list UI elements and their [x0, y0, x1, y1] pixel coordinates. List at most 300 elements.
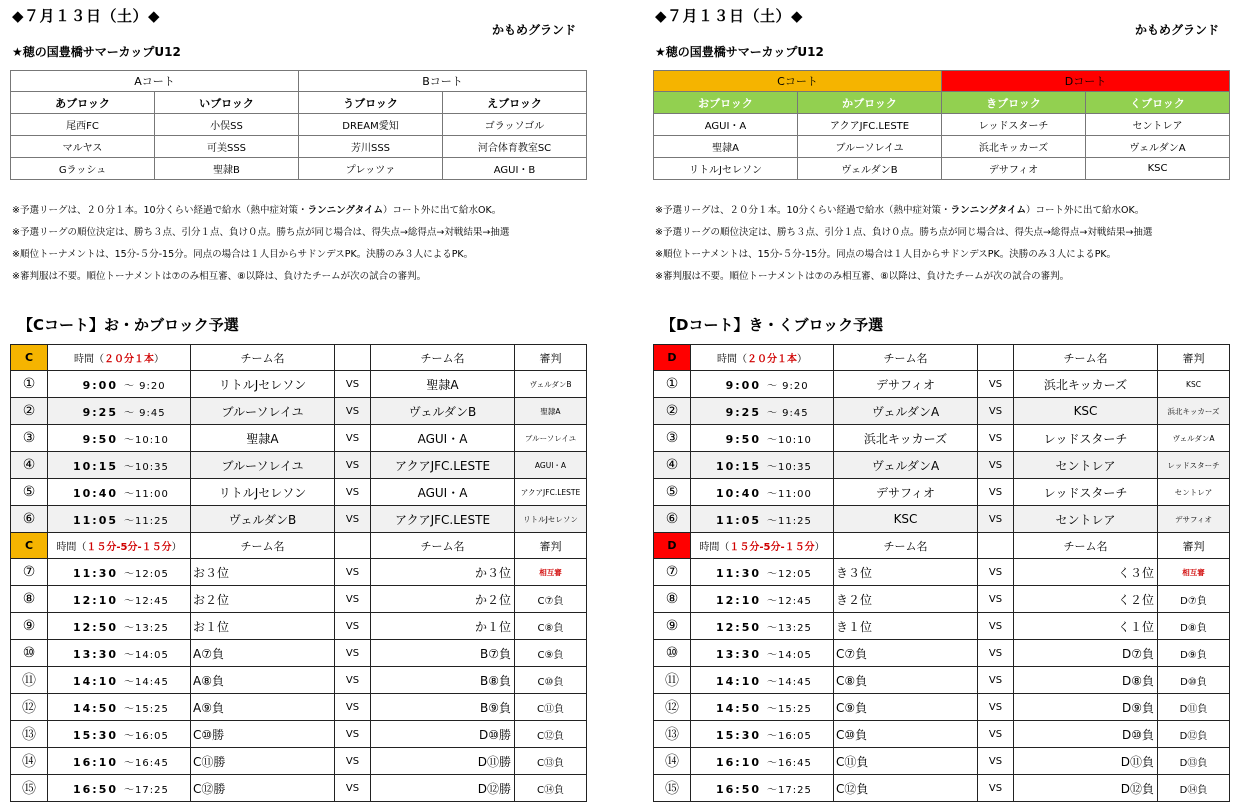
match-end: ～10:10 [124, 434, 169, 446]
tournament-row [11, 748, 587, 775]
match-number: ⑭ [11, 748, 48, 775]
match-number: ⑮ [11, 775, 48, 802]
away-team: レッドスターチ [1014, 479, 1158, 506]
match-end: ～10:10 [767, 434, 812, 446]
home-team: A⑧負 [191, 667, 335, 694]
vs-label: VS [978, 667, 1014, 694]
match-start: 10:15 [715, 459, 761, 473]
away-team: D⑧負 [1014, 667, 1158, 694]
schedule-table [653, 344, 1230, 802]
rule-note-text: ※予選リーグの順位決定は、勝ち３点、引分１点、負け０点。勝ち点が同じ場合は、得失点→総得点→対戦結果→抽選 [655, 227, 1153, 238]
court-header-row [654, 71, 1230, 92]
away-team: か２位 [371, 586, 515, 613]
match-number: ⑩ [11, 640, 48, 667]
match-time [48, 398, 191, 425]
team-header: チーム名 [1014, 345, 1158, 371]
match-end: ～13:25 [124, 622, 169, 634]
rules-notes [655, 204, 1229, 292]
block-header: おブロック [654, 92, 798, 114]
match-end: ～15:25 [767, 703, 812, 715]
court-header-row [11, 71, 587, 92]
home-team: き２位 [834, 586, 978, 613]
rule-note [12, 248, 586, 270]
referee: C⑪負 [515, 694, 587, 721]
vs-label: VS [978, 775, 1014, 802]
tournament-row [11, 613, 587, 640]
match-end: ～10:35 [124, 461, 169, 473]
home-team: C⑪負 [834, 748, 978, 775]
match-time [691, 506, 834, 533]
match-end: ～11:25 [124, 515, 169, 527]
rule-note [12, 204, 586, 226]
tournament-row [654, 640, 1230, 667]
time-header-label: 時間（ [717, 354, 747, 365]
match-number: ⑨ [654, 613, 691, 640]
home-team: C⑦負 [834, 640, 978, 667]
rule-note-text: ※審判服は不要。順位トーナメントは⑦のみ相互審、⑧以降は、負けたチームが次の試合の審判。 [12, 271, 427, 282]
match-number: ⑩ [654, 640, 691, 667]
match-end: ～13:25 [767, 622, 812, 634]
time-header-close: ） [797, 354, 807, 365]
match-row [654, 506, 1230, 533]
match-start: 14:10 [715, 674, 761, 688]
team-header: チーム名 [1014, 533, 1158, 559]
away-team: く１位 [1014, 613, 1158, 640]
match-start: 9:25 [725, 405, 761, 419]
time-header-duration: １５分-5分-１５分 [729, 542, 815, 553]
team-header: チーム名 [191, 533, 335, 559]
block-header: いブロック [155, 92, 299, 114]
referee-header: 審判 [515, 533, 587, 559]
match-time [691, 775, 834, 802]
tournament-row [654, 775, 1230, 802]
home-team: お３位 [191, 559, 335, 586]
referee: デサフィオ [1158, 506, 1230, 533]
left-sheet [10, 0, 586, 807]
referee: D⑬負 [1158, 748, 1230, 775]
match-number: ② [11, 398, 48, 425]
match-time [691, 452, 834, 479]
rule-note [655, 204, 1229, 226]
match-start: 12:10 [72, 593, 118, 607]
match-start: 9:00 [725, 378, 761, 392]
referee: リトルJセレソン [515, 506, 587, 533]
away-team: セントレア [1014, 506, 1158, 533]
time-header [691, 533, 834, 559]
referee: 聖隷A [515, 398, 587, 425]
home-team: ヴェルダンA [834, 452, 978, 479]
team-header: チーム名 [191, 345, 335, 371]
tournament-row [654, 613, 1230, 640]
match-time [48, 479, 191, 506]
tournament-row [654, 559, 1230, 586]
home-team: お２位 [191, 586, 335, 613]
vs-label: VS [978, 506, 1014, 533]
match-end: ～ 9:45 [767, 407, 809, 419]
match-row [654, 479, 1230, 506]
section-title: 【Dコート】き・くブロック予選 [661, 316, 884, 334]
block-header: うブロック [299, 92, 443, 114]
vs-label: VS [978, 559, 1014, 586]
match-time [691, 667, 834, 694]
court-header: Cコート [654, 71, 942, 92]
time-header [48, 345, 191, 371]
match-number: ⑮ [654, 775, 691, 802]
match-start: 10:40 [72, 486, 118, 500]
vs-label: VS [335, 640, 371, 667]
match-number: ① [11, 371, 48, 398]
team-row [11, 136, 587, 158]
home-team: A⑨負 [191, 694, 335, 721]
match-end: ～ 9:20 [124, 380, 166, 392]
team-cell: 河合体育教室SC [443, 136, 587, 158]
away-team: D⑪勝 [371, 748, 515, 775]
block-header-row [11, 92, 587, 114]
referee: D⑨負 [1158, 640, 1230, 667]
referee: C⑬負 [515, 748, 587, 775]
tournament-row [654, 586, 1230, 613]
tournament-row [11, 667, 587, 694]
rule-note-emphasis: ランニングタイム [307, 205, 383, 216]
team-row [654, 136, 1230, 158]
home-team: デサフィオ [834, 479, 978, 506]
match-number: ⑧ [654, 586, 691, 613]
time-header-close: ） [171, 542, 182, 553]
block-header: くブロック [1086, 92, 1230, 114]
home-team: リトルJセレソン [191, 479, 335, 506]
referee: C⑧負 [515, 613, 587, 640]
match-end: ～15:25 [124, 703, 169, 715]
match-start: 9:25 [82, 405, 118, 419]
court-header: Aコート [11, 71, 299, 92]
away-team: く３位 [1014, 559, 1158, 586]
match-time [48, 506, 191, 533]
match-time [691, 586, 834, 613]
block-header: きブロック [942, 92, 1086, 114]
match-end: ～ 9:45 [124, 407, 166, 419]
vs-label: VS [978, 371, 1014, 398]
tournament-row [654, 667, 1230, 694]
rule-note-text: ※予選リーグは、２０分１本。10分くらい経過で給水（熱中症対策・ [12, 205, 308, 216]
match-start: 12:10 [715, 593, 761, 607]
match-end: ～16:05 [767, 730, 812, 742]
match-start: 10:40 [715, 486, 761, 500]
home-team: C⑫勝 [191, 775, 335, 802]
match-number: ⑪ [654, 667, 691, 694]
match-number: ④ [654, 452, 691, 479]
match-time [691, 748, 834, 775]
match-row [654, 425, 1230, 452]
court-letter: D [654, 533, 691, 559]
match-row [654, 371, 1230, 398]
home-team: ヴェルダンB [191, 506, 335, 533]
home-team: KSC [834, 506, 978, 533]
match-number: ⑫ [11, 694, 48, 721]
match-time [691, 694, 834, 721]
home-team: デサフィオ [834, 371, 978, 398]
block-header-row [654, 92, 1230, 114]
match-time [691, 479, 834, 506]
referee: D⑦負 [1158, 586, 1230, 613]
referee: 相互審 [1158, 559, 1230, 586]
away-team: ヴェルダンB [371, 398, 515, 425]
home-team: リトルJセレソン [191, 371, 335, 398]
match-start: 16:50 [72, 782, 118, 796]
match-start: 13:30 [715, 647, 761, 661]
match-start: 9:50 [725, 432, 761, 446]
away-team: D⑫負 [1014, 775, 1158, 802]
match-end: ～16:45 [124, 757, 169, 769]
away-team: D⑩勝 [371, 721, 515, 748]
match-start: 15:30 [715, 728, 761, 742]
team-header: チーム名 [834, 345, 978, 371]
referee: C⑦負 [515, 586, 587, 613]
home-team: 聖隷A [191, 425, 335, 452]
vs-label: VS [978, 452, 1014, 479]
rule-note [12, 270, 586, 292]
team-cell: KSC [1086, 158, 1230, 180]
away-team: KSC [1014, 398, 1158, 425]
home-team: C⑩勝 [191, 721, 335, 748]
court-letter: C [11, 533, 48, 559]
team-cell: 芳川SSS [299, 136, 443, 158]
time-header-close: ） [814, 542, 825, 553]
away-team: セントレア [1014, 452, 1158, 479]
match-time [691, 640, 834, 667]
match-number: ⑪ [11, 667, 48, 694]
time-header-duration: ２０分１本 [104, 354, 154, 365]
tournament-row [654, 721, 1230, 748]
match-time [691, 559, 834, 586]
match-end: ～11:25 [767, 515, 812, 527]
vs-label: VS [335, 694, 371, 721]
right-sheet [653, 0, 1229, 807]
away-team: D⑪負 [1014, 748, 1158, 775]
match-number: ③ [654, 425, 691, 452]
vs-label: VS [978, 586, 1014, 613]
schedule-header-row [654, 533, 1230, 559]
match-row [654, 398, 1230, 425]
vs-label: VS [978, 479, 1014, 506]
vs-label: VS [335, 452, 371, 479]
away-team: か３位 [371, 559, 515, 586]
home-team: C⑧負 [834, 667, 978, 694]
team-cell: 尾西FC [11, 114, 155, 136]
match-number: ⑥ [654, 506, 691, 533]
referee: アクアJFC.LESTE [515, 479, 587, 506]
away-team: レッドスターチ [1014, 425, 1158, 452]
match-start: 14:50 [715, 701, 761, 715]
team-cell: プレッツァ [299, 158, 443, 180]
away-team: く２位 [1014, 586, 1158, 613]
block-table [653, 70, 1230, 180]
vs-label: VS [335, 775, 371, 802]
away-team: B⑨負 [371, 694, 515, 721]
match-start: 11:05 [715, 513, 761, 527]
home-team: C⑩負 [834, 721, 978, 748]
team-cell: 小俣SS [155, 114, 299, 136]
referee: D⑧負 [1158, 613, 1230, 640]
away-team: アクアJFC.LESTE [371, 506, 515, 533]
team-cell: デサフィオ [942, 158, 1086, 180]
team-row [654, 158, 1230, 180]
referee: セントレア [1158, 479, 1230, 506]
match-end: ～11:00 [124, 488, 169, 500]
match-end: ～16:45 [767, 757, 812, 769]
referee: ヴェルダンB [515, 371, 587, 398]
schedule-header-row [11, 533, 587, 559]
match-number: ④ [11, 452, 48, 479]
block-header: あブロック [11, 92, 155, 114]
match-start: 10:15 [72, 459, 118, 473]
match-row [11, 425, 587, 452]
match-end: ～14:45 [767, 676, 812, 688]
referee: ブルーソレイユ [515, 425, 587, 452]
match-time [48, 694, 191, 721]
home-team: き１位 [834, 613, 978, 640]
team-cell: ゴラッソゴル [443, 114, 587, 136]
rule-note [12, 226, 586, 248]
court-header: Dコート [942, 71, 1230, 92]
team-row [654, 114, 1230, 136]
away-team: D⑫勝 [371, 775, 515, 802]
match-number: ② [654, 398, 691, 425]
match-time [691, 613, 834, 640]
vs-label: VS [335, 479, 371, 506]
tournament-row [654, 694, 1230, 721]
team-header: チーム名 [371, 345, 515, 371]
time-header-label: 時間（ [699, 542, 730, 553]
schedule-header-row [11, 345, 587, 371]
referee-header: 審判 [1158, 345, 1230, 371]
block-table [10, 70, 587, 180]
match-number: ⑧ [11, 586, 48, 613]
match-number: ⑤ [11, 479, 48, 506]
team-cell: ヴェルダンB [798, 158, 942, 180]
vs-label: VS [978, 425, 1014, 452]
vs-label: VS [335, 506, 371, 533]
away-team: アクアJFC.LESTE [371, 452, 515, 479]
match-number: ⑦ [11, 559, 48, 586]
referee: D⑭負 [1158, 775, 1230, 802]
referee: KSC [1158, 371, 1230, 398]
match-start: 13:30 [72, 647, 118, 661]
match-start: 16:50 [715, 782, 761, 796]
home-team: き３位 [834, 559, 978, 586]
match-time [691, 425, 834, 452]
match-start: 11:30 [715, 566, 761, 580]
date-heading: ◆７月１３日（土）◆ [655, 7, 804, 25]
vs-label: VS [978, 694, 1014, 721]
team-cell: DREAM愛知 [299, 114, 443, 136]
match-time [48, 586, 191, 613]
match-start: 9:00 [82, 378, 118, 392]
match-time [691, 398, 834, 425]
vs-header [978, 533, 1014, 559]
block-header: かブロック [798, 92, 942, 114]
team-cell: AGUI・B [443, 158, 587, 180]
court-letter: C [11, 345, 48, 371]
time-header-label: 時間（ [56, 542, 87, 553]
team-header: チーム名 [371, 533, 515, 559]
away-team: か１位 [371, 613, 515, 640]
match-start: 9:50 [82, 432, 118, 446]
match-time [48, 371, 191, 398]
match-end: ～12:05 [124, 568, 169, 580]
match-row [11, 506, 587, 533]
team-cell: ヴェルダンA [1086, 136, 1230, 158]
cup-title: ★穂の国豊橋サマーカップU12 [655, 45, 824, 59]
match-start: 15:30 [72, 728, 118, 742]
rule-note-text: ※順位トーナメントは、15分-５分-15分。同点の場合は１人目からサドンデスPK。決勝のみ３人によるPK。 [12, 249, 474, 260]
match-start: 14:50 [72, 701, 118, 715]
schedule-header-row [654, 345, 1230, 371]
match-end: ～14:05 [124, 649, 169, 661]
home-team: 浜北キッカーズ [834, 425, 978, 452]
match-number: ⑬ [654, 721, 691, 748]
match-time [48, 425, 191, 452]
vs-header [978, 345, 1014, 371]
vs-header [335, 533, 371, 559]
vs-label: VS [335, 371, 371, 398]
match-end: ～ 9:20 [767, 380, 809, 392]
home-team: C⑨負 [834, 694, 978, 721]
referee: D⑩負 [1158, 667, 1230, 694]
away-team: B⑧負 [371, 667, 515, 694]
referee: ヴェルダンA [1158, 425, 1230, 452]
home-team: ブルーソレイユ [191, 398, 335, 425]
tournament-row [11, 721, 587, 748]
match-number: ① [654, 371, 691, 398]
team-cell: レッドスターチ [942, 114, 1086, 136]
referee: C⑩負 [515, 667, 587, 694]
match-start: 16:10 [715, 755, 761, 769]
match-number: ⑦ [654, 559, 691, 586]
match-start: 14:10 [72, 674, 118, 688]
away-team: D⑨負 [1014, 694, 1158, 721]
away-team: 浜北キッカーズ [1014, 371, 1158, 398]
match-time [691, 721, 834, 748]
rule-note [655, 270, 1229, 292]
referee: 相互審 [515, 559, 587, 586]
rule-note-text: ※予選リーグは、２０分１本。10分くらい経過で給水（熱中症対策・ [655, 205, 951, 216]
away-team: D⑦負 [1014, 640, 1158, 667]
team-cell: 聖隷A [654, 136, 798, 158]
court-header: Bコート [299, 71, 587, 92]
vs-label: VS [978, 398, 1014, 425]
vs-label: VS [335, 613, 371, 640]
home-team: ヴェルダンA [834, 398, 978, 425]
match-row [11, 452, 587, 479]
section-title: 【Cコート】お・かブロック予選 [18, 316, 239, 334]
team-row [11, 158, 587, 180]
match-end: ～14:05 [767, 649, 812, 661]
cup-title: ★穂の国豊橋サマーカップU12 [12, 45, 181, 59]
referee: 浜北キッカーズ [1158, 398, 1230, 425]
rules-notes [12, 204, 586, 292]
match-time [48, 721, 191, 748]
referee: AGUI・A [515, 452, 587, 479]
match-time [48, 559, 191, 586]
referee: D⑫負 [1158, 721, 1230, 748]
referee: C⑨負 [515, 640, 587, 667]
home-team: A⑦負 [191, 640, 335, 667]
match-end: ～12:45 [124, 595, 169, 607]
team-cell: マルヤス [11, 136, 155, 158]
referee: D⑪負 [1158, 694, 1230, 721]
rule-note-text: ※予選リーグの順位決定は、勝ち３点、引分１点、負け０点。勝ち点が同じ場合は、得失点→総得点→対戦結果→抽選 [12, 227, 510, 238]
time-header [48, 533, 191, 559]
